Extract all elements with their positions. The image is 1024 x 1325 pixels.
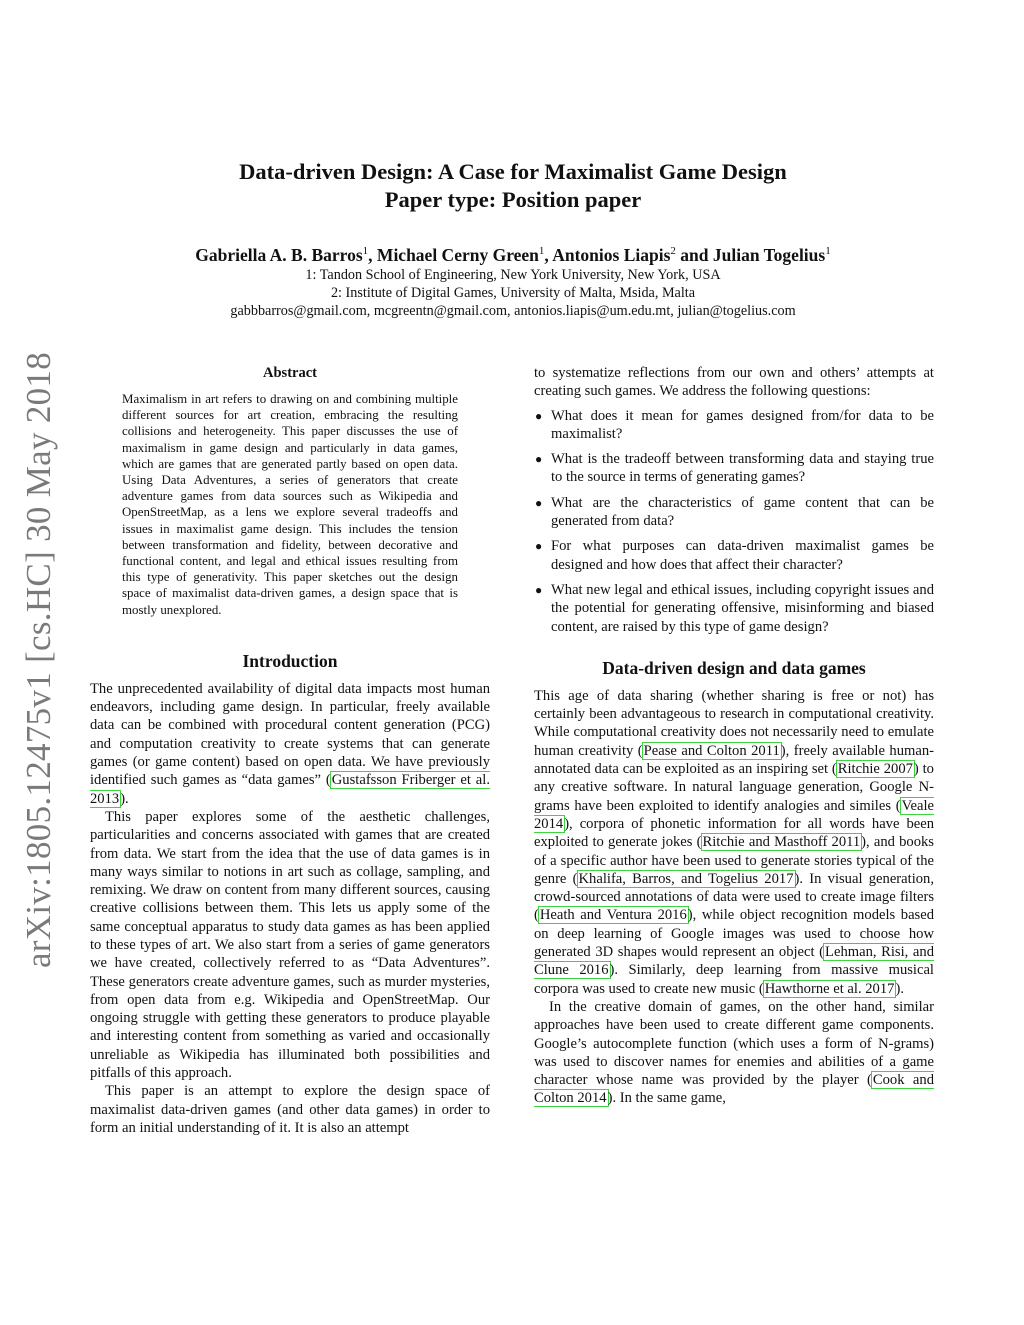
- introduction-paragraph: This paper is an attempt to explore the design space of maximalist data-driven games (and other data games) in order to form an initial understanding of it. It is also an attempt: [90, 1083, 490, 1136]
- citation-link[interactable]: Heath and Ventura 2016: [539, 907, 687, 924]
- list-item: [534, 450, 934, 487]
- paragraph-text: ), while object recognition models based on deep learning of Google images was used to choose how generated 3D shapes would represent an object (: [534, 907, 935, 961]
- citation-link[interactable]: Pease and Colton 2011: [643, 742, 780, 759]
- author-affiliation-mark: 1: [825, 245, 831, 257]
- research-questions-list: [534, 407, 934, 636]
- paragraph-text: ).: [895, 980, 904, 997]
- author-name: Julian Togelius: [712, 244, 826, 265]
- list-item: [534, 537, 934, 574]
- introduction-paragraph: This paper explores some of the aesthetic challenges, particularities and concerns associated with games that are created from data. We start from the idea that the use of data games is in many ways similar to notions in art such as collage, sampling, and remixing. We draw on content from many different sources, causing creative collisions between them. This lets us apply some of the same conceptual apparatus to study data games as has been applied to these types of art. We also start from a series of game generators we have created, collectively referred to as “Data Adventures”. These generators create adventure games, such as murder mysteries, from open data from e.g. Wikipedia and OpenStreetMap. Our ongoing struggle with getting these generators to produce playable and interesting content from something as varied and occasionally unreliable as Wikipedia has illuminated both possibilities and pitfalls of this approach.: [90, 808, 490, 1082]
- author-emails: gabbbarros@gmail.com, mcgreentn@gmail.com, antonios.liapis@um.edu.mt, julian@togelius.com: [230, 302, 796, 319]
- bullet-icon: ●: [535, 582, 543, 597]
- question-text: What does it mean for games designed from/for data to be maximalist?: [551, 407, 934, 442]
- bullet-icon: ●: [535, 452, 543, 467]
- paper-header: [90, 158, 936, 320]
- citation-link[interactable]: Gustafsson Friberger et al. 2013: [90, 772, 490, 807]
- right-column: [534, 364, 934, 1108]
- author-separator: and: [675, 244, 713, 265]
- paragraph-text: ), corpora of phonetic information for all words have been exploited to generate jokes (: [534, 815, 934, 851]
- list-item: [534, 581, 934, 636]
- abstract-text: Maximalism in art refers to drawing on and combining multiple different sources for art creation, embracing the resulting collisions and heterogeneity. This paper discusses the use of maximalism in game design and particularly in data games, which are games that are generated partly based on open data. Using Data Adventures, a series of generators that create adventure games from data sources such as Wikipedia and OpenStreetMap, as a lens we explore several tradeoffs and issues in maximalist game design. This includes the tension between transformation and fidelity, between decorative and functional content, and legal and ethical issues resulting from this type of generativity. This paper sketches out the design space of maximalist data-driven games, a design space that is mostly unexplored.: [122, 392, 458, 617]
- author-list: [90, 240, 936, 266]
- bullet-icon: ●: [535, 539, 543, 554]
- list-item: [534, 407, 934, 444]
- author-separator: ,: [544, 244, 553, 265]
- question-text: What are the characteristics of game content that can be generated from data?: [551, 494, 934, 530]
- author-separator: ,: [368, 244, 377, 265]
- paper-title: Data-driven Design: A Case for Maximalist Game Design: [239, 159, 787, 184]
- data-driven-paragraph: [534, 687, 934, 998]
- abstract-section: [122, 364, 458, 618]
- author-affiliation-mark: 1: [538, 245, 545, 257]
- question-text: What is the tradeoff between transforming data and staying true to the source in terms of generating games?: [551, 451, 934, 486]
- author-name: Gabriella A. B. Barros: [195, 244, 363, 265]
- paragraph-text: ). In the same game,: [607, 1090, 726, 1107]
- author-name: Antonios Liapis: [552, 244, 671, 265]
- paragraph-text: ), and books of a specific author have been used to generate stories typical of the genre (: [534, 834, 934, 887]
- affiliation-line: 2: Institute of Digital Games, University of Malta, Msida, Malta: [330, 284, 696, 301]
- paragraph-text: ). Similarly, deep learning from massive musical corpora was used to create new music (: [534, 962, 934, 997]
- question-text: What new legal and ethical issues, including copyright issues and the potential for generating offensive, misinforming and biased content, are raised by this type of game design?: [551, 581, 934, 635]
- affiliation-line: 1: Tandon School of Engineering, New York University, New York, USA: [305, 266, 721, 283]
- continuation-paragraph: to systematize reflections from our own and others’ attempts at creating such games. We address the following questions:: [534, 365, 934, 400]
- paragraph-text: ), freely available human-annotated data can be exploited as an inspiring set (: [534, 742, 935, 778]
- citation-link[interactable]: Ritchie 2007: [837, 761, 913, 778]
- question-text: For what purposes can data-driven maximalist games be designed and how does that affect their character?: [551, 538, 934, 573]
- citation-link[interactable]: Hawthorne et al. 2017: [764, 980, 895, 997]
- paper-type: Paper type: Position paper: [384, 187, 642, 212]
- author-affiliation-mark: 2: [670, 245, 676, 257]
- paragraph-text: ). In visual generation, crowd-sourced annotations of data were used to create image filters (: [534, 870, 934, 924]
- paragraph-text: ) to any creative software. In natural language generation, Google N-grams have been exploited to identify analogies and similes (: [534, 761, 934, 814]
- list-item: [534, 494, 934, 531]
- introduction-heading: Introduction: [242, 650, 338, 671]
- author-affiliation-mark: 1: [362, 245, 369, 257]
- arxiv-identifier-sidebar: [14, 345, 64, 975]
- paragraph-text: In the creative domain of games, on the other hand, similar approaches have been used to create different game components. Google’s autocomplete function (which uses a form of N-grams) was used to discover names for enemies and abilities of a game character whose name was provided by the player (: [534, 998, 934, 1089]
- data-driven-paragraph: [534, 998, 934, 1108]
- citation-link[interactable]: Lehman, Risi, and Clune 2016: [534, 944, 934, 979]
- arxiv-identifier[interactable]: arXiv:1805.12475v1 [cs.HC] 30 May 2018: [19, 351, 58, 969]
- left-column: [90, 364, 490, 1137]
- author-name: Michael Cerny Green: [376, 244, 539, 265]
- bullet-icon: ●: [535, 408, 543, 423]
- citation-link[interactable]: Khalifa, Barros, and Togelius 2017: [578, 870, 794, 887]
- introduction-paragraph: [90, 680, 490, 808]
- paragraph-text: This age of data sharing (whether sharing is free or not) has certainly been advantageous to research in computational creativity. While computational creativity does not necessarily need to emulate human creativity (: [534, 687, 934, 759]
- citation-link[interactable]: Cook and Colton 2014: [534, 1072, 934, 1107]
- paragraph-text: The unprecedented availability of digital data impacts most human endeavors, including game design. In particular, freely available data can be combined with procedural content generation (PCG) and computation creativity to create systems that can generate games (or game content) based on open data. We have previously identified such games as “data games” (: [90, 680, 490, 789]
- paragraph-text: ).: [120, 790, 129, 807]
- citation-link[interactable]: Ritchie and Masthoff 2011: [702, 834, 861, 851]
- citation-link[interactable]: Veale 2014: [534, 797, 934, 832]
- abstract-heading: Abstract: [263, 365, 317, 381]
- bullet-icon: ●: [535, 495, 543, 510]
- data-driven-heading: Data-driven design and data games: [602, 657, 866, 678]
